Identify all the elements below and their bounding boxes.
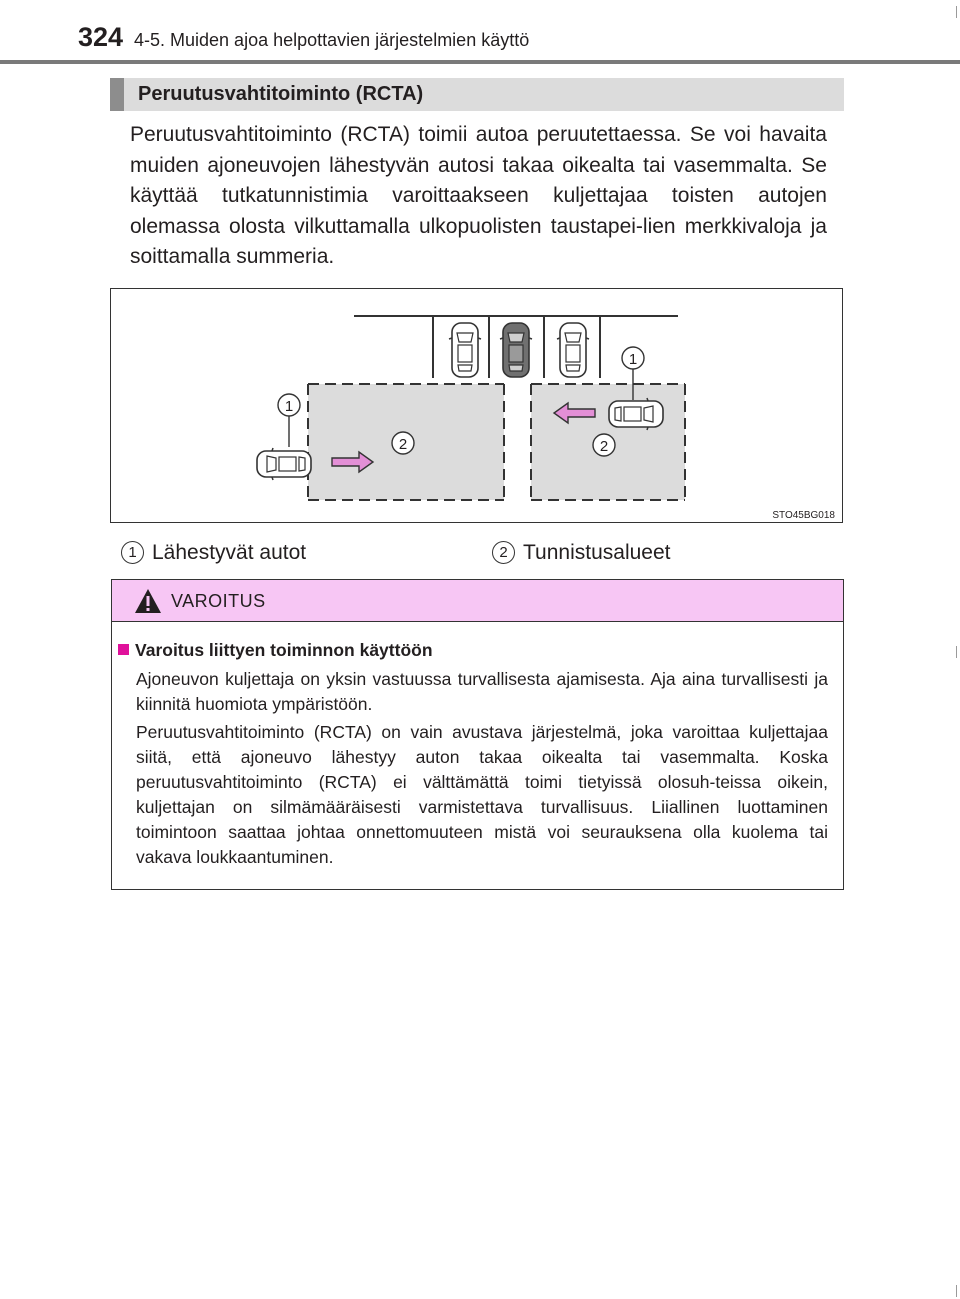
callout-1-number: 1 xyxy=(628,351,638,368)
parking-diagram xyxy=(111,289,844,524)
crop-mark xyxy=(956,1285,957,1297)
warning-paragraph: Peruutusvahtitoiminto (RCTA) on vain avustava järjestelmä, joka varoittaa kuljettajaa siitä, että ajoneuvo lähestyy auton takaa oikealta tai vasemmalta. Koska peruutusvahtitoiminto (RCTA) ei välttämättä toimi tietyissä olosuh-teissa oikein, kuljettajan on silmämääräisesti varmistettava turvallisuus. Liiallinen luottaminen toimintoon saattaa johtaa onnettomuuteen mistä voi seurauksena olla kuolema tai vakava loukkaantuminen. xyxy=(136,722,828,867)
legend-label: Lähestyvät autot xyxy=(152,541,307,564)
warning-subtitle xyxy=(118,640,433,661)
parked-car-right xyxy=(557,323,589,377)
figure-code: STO45BG018 xyxy=(772,510,835,521)
legend-item-2 xyxy=(492,541,670,565)
callout-2-number: 2 xyxy=(398,436,408,453)
callout-2-number: 2 xyxy=(599,438,609,455)
approaching-car-left xyxy=(257,448,311,480)
approaching-car-right xyxy=(609,398,663,430)
section-title-accent xyxy=(110,78,124,111)
warning-subtitle-text: Varoitus liittyen toiminnon käyttöön xyxy=(135,640,433,660)
own-car-reversing xyxy=(500,323,532,377)
callout-2-left xyxy=(392,432,414,454)
legend-number: 1 xyxy=(121,541,144,564)
warning-paragraph: Ajoneuvon kuljettaja on yksin vastuussa turvallisesta ajamisesta. Aja aina turvallisesti ja kiinnitä huomiota ympäristöön. xyxy=(136,669,828,714)
section-title: Peruutusvahtitoiminto (RCTA) xyxy=(138,83,424,105)
legend-label: Tunnistusalueet xyxy=(523,541,671,564)
legend-number: 2 xyxy=(492,541,515,564)
crop-mark xyxy=(956,646,957,658)
parked-car-left xyxy=(449,323,481,377)
chapter-title: 4-5. Muiden ajoa helpottavien järjestelmien käyttö xyxy=(134,30,530,50)
page-number: 324 xyxy=(78,22,124,52)
callout-2-right xyxy=(593,434,615,456)
section-body-text: Peruutusvahtitoiminto (RCTA) toimii autoa peruutettaessa. Se voi havaita muiden ajoneuvojen lähestyvän autosi takaa oikealta tai vasemmalta. Se käyttää tutkatunnistimia varoittaakseen kuljettajaa toisten autojen olemassa olosta vilkuttamalla ulkopuolisten taustapei-lien merkkivaloja ja soittamalla summeria. xyxy=(130,123,827,268)
warning-label: VAROITUS xyxy=(171,591,266,611)
warning-header xyxy=(112,580,843,622)
crop-mark xyxy=(956,6,957,18)
section-title-bar xyxy=(110,78,844,111)
warning-triangle-icon xyxy=(134,588,162,614)
callout-1-number: 1 xyxy=(284,398,294,415)
callout-1-left xyxy=(278,394,300,447)
bullet-square-icon xyxy=(118,644,129,655)
rcta-illustration xyxy=(110,288,843,523)
legend-item-1 xyxy=(121,541,306,565)
header-rule xyxy=(0,60,960,64)
warning-box xyxy=(111,579,844,890)
